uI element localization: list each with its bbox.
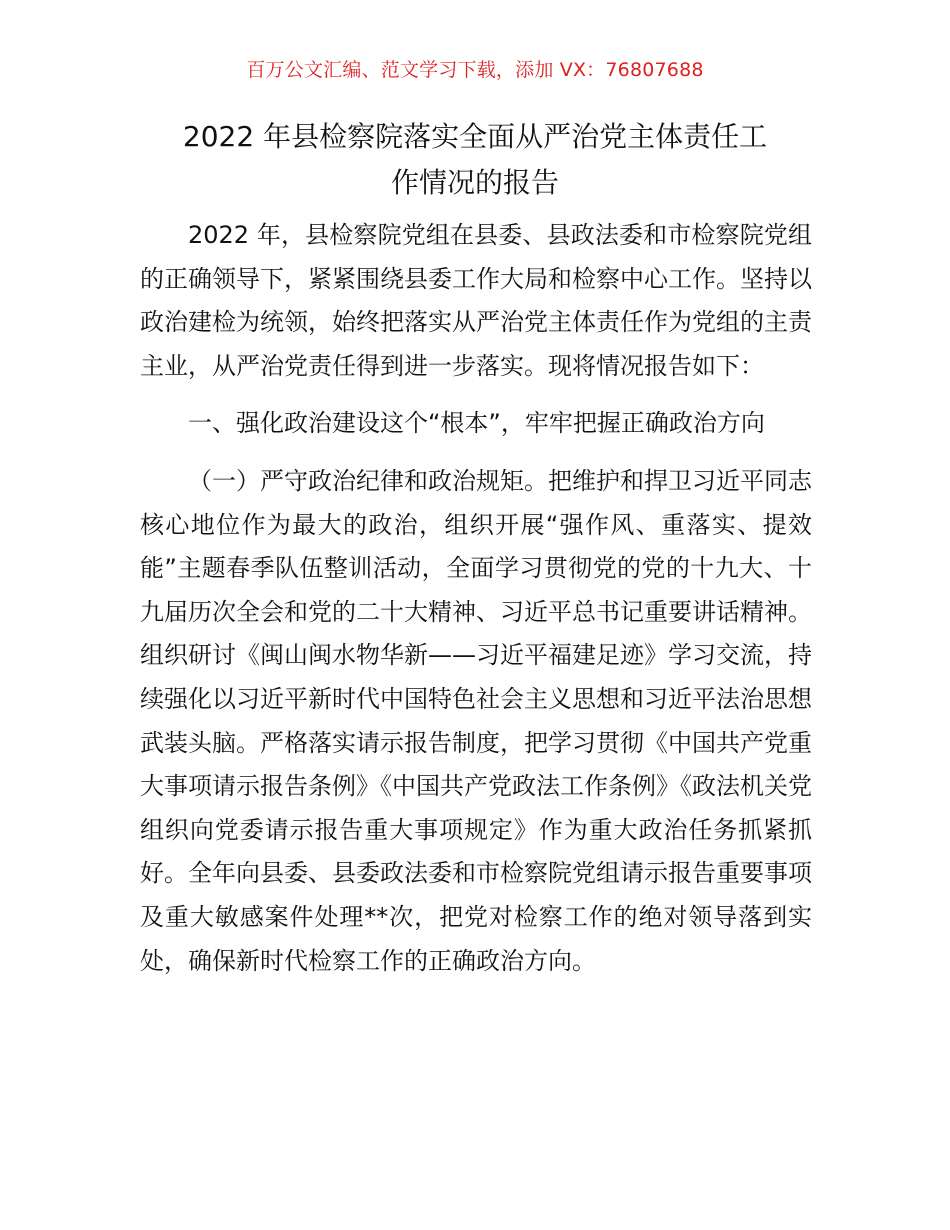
title-line-2: 作情况的报告 [390,166,559,199]
title-line-1: 2022 年县检察院落实全面从严治党主体责任工 [182,120,768,153]
section-heading: 一、强化政治建设这个“根本”，牢牢把握正确政治方向 [188,409,765,438]
promo-banner: 百万公文汇编、范文学习下载，添加 VX：76807688 [246,59,704,81]
document-body [140,214,812,997]
intro-paragraph: 2022 年，县检察院党组在县委、县政法委和市检察院党组的正确领导下，紧紧围绕县委工作大局和检察中心工作。坚持以政治建检为统领，始终把落实从严治党主体责任作为党组的主责主业，从严治党责任得到进一步落实。现将情况报告如下： [140,221,812,380]
document-title [110,114,840,206]
section-paragraph: （一）严守政治纪律和政治规矩。把维护和捍卫习近平同志核心地位作为最大的政治，组织开展“强作风、重落实、提效能”主题春季队伍整训活动，全面学习贯彻党的党的十九大、十九届历次全会和党的二十大精神、习近平总书记重要讲话精神。组织研讨《闽山闽水物华新——习近平福建足迹》学习交流，持续强化以习近平新时代中国特色社会主义思想和习近平法治思想武装头脑。严格落实请示报告制度，把学习贯彻《中国共产党重大事项请示报告条例》《中国共产党政法工作条例》《政法机关党组织向党委请示报告重大事项规定》作为重大政治任务抓紧抓好。全年向县委、县委政法委和市检察院党组请示报告重要事项及重大敏感案件处理**次，把党对检察工作的绝对领导落到实处，确保新时代检察工作的正确政治方向。 [140,466,812,975]
